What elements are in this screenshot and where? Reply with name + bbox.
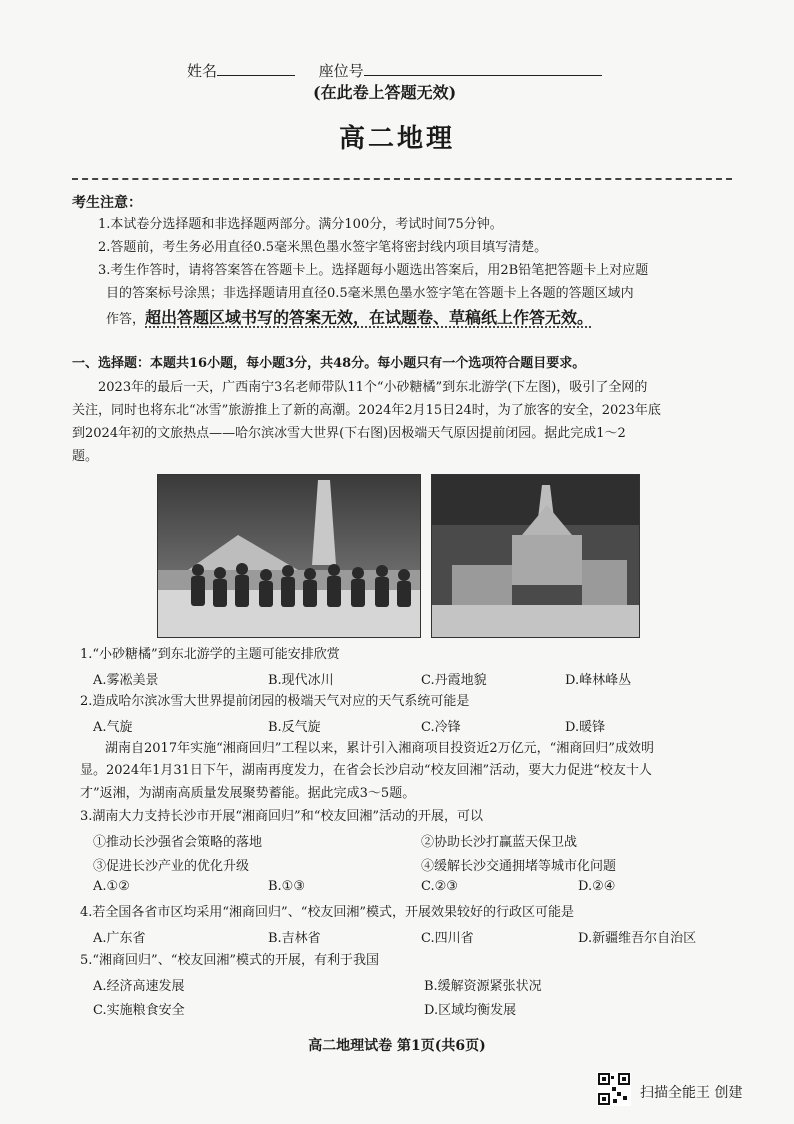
- q4-option-c[interactable]: C.四川省: [421, 931, 474, 946]
- students-photo-icon: [158, 475, 420, 637]
- q3-option-c[interactable]: C.②③: [421, 879, 458, 894]
- seat-label: 座位号: [318, 62, 364, 80]
- passage-2-line-3: 才”返湘，为湖南高质量发展聚势蓄能。据此完成3～5题。: [80, 786, 416, 801]
- q5-stem: 5.“湘商回归”、“校友回湘”模式的开展，有利于我国: [80, 953, 379, 968]
- ice-castle-icon: [432, 475, 639, 637]
- notice-item-3-line-1: 3.考生作答时，请将答案答在答题卡上。选择题每小题选出答案后，用2B铅笔把答题卡上对应题: [98, 263, 649, 278]
- q4-stem: 4.若全国各省市区均采用“湘商回归”、“校友回湘”模式，开展效果较好的行政区可能是: [80, 905, 574, 920]
- q2-option-c[interactable]: C.冷锋: [421, 720, 461, 735]
- q1-option-b[interactable]: B.现代冰川: [268, 673, 334, 688]
- passage-1-line-2: 关注，同时也将东北“冰雪”旅游推上了新的高潮。2024年2月15日24时，为了旅客的安全，2023年底: [72, 403, 661, 418]
- q2-stem: 2.造成哈尔滨冰雪大世界提前闭园的极端天气对应的天气系统可能是: [80, 694, 470, 709]
- q5-option-c[interactable]: C.实施粮食安全: [93, 1003, 185, 1018]
- scanner-watermark: 扫描全能王 创建: [640, 1085, 743, 1101]
- q1-option-d[interactable]: D.峰林峰丛: [565, 673, 632, 688]
- q5-option-b[interactable]: B.缓解资源紧张状况: [424, 979, 542, 994]
- q2-option-a[interactable]: A.气旋: [93, 720, 133, 735]
- q3-option-d[interactable]: D.②④: [578, 879, 616, 894]
- name-blank: [217, 61, 295, 76]
- header-fields: [187, 60, 602, 81]
- seat-blank: [364, 61, 602, 76]
- q4-option-a[interactable]: A.广东省: [93, 931, 146, 946]
- q3-stem: 3.湖南大力支持长沙市开展“湘商回归”和“校友回湘”活动的开展，可以: [80, 809, 483, 824]
- q1-stem: 1.“小砂糖橘”到东北游学的主题可能安排欣赏: [80, 647, 340, 662]
- q3-statement-1: ①推动长沙强省会策略的落地: [93, 835, 263, 850]
- notice-item-1: 1.本试卷分选择题和非选择题两部分。满分100分，考试时间75分钟。: [98, 217, 503, 232]
- q4-option-d[interactable]: D.新疆维吾尔自治区: [578, 931, 697, 946]
- section-title: 一、选择题：本题共16小题，每小题3分，共48分。每小题只有一个选项符合题目要求。: [72, 356, 586, 371]
- invalid-note: (在此卷上答题无效): [313, 83, 457, 102]
- notice-item-3-line-2: 目的答案标号涂黑；非选择题请用直径0.5毫米黑色墨水签字笔在答题卡上各题的答题区域内: [106, 286, 634, 301]
- photo-ice-world: [431, 474, 640, 638]
- passage-1-line-4: 题。: [72, 449, 99, 464]
- notice-title: 考生注意：: [72, 195, 142, 211]
- q2-option-d[interactable]: D.暖锋: [565, 720, 606, 735]
- passage-2-line-1: 湖南自2017年实施“湘商回归”工程以来，累计引入湘商项目投资近2万亿元，“湘商回归”成效明: [105, 741, 654, 756]
- q1-option-c[interactable]: C.丹霞地貌: [421, 673, 487, 688]
- q5-option-d[interactable]: D.区域均衡发展: [424, 1003, 517, 1018]
- notice-item-2: 2.答题前，考生务必用直径0.5毫米黑色墨水签字笔将密封线内项目填写清楚。: [98, 240, 548, 255]
- divider: [72, 178, 732, 180]
- q3-statement-2: ②协助长沙打赢蓝天保卫战: [421, 835, 578, 850]
- photo-students-icefield: [157, 474, 421, 638]
- notice-item-3-start: 作答，: [106, 312, 146, 327]
- q2-option-b[interactable]: B.反气旋: [268, 720, 321, 735]
- q3-option-a[interactable]: A.①②: [93, 879, 130, 894]
- notice-item-3-line-3: [106, 308, 593, 330]
- passage-1-line-1: 2023年的最后一天，广西南宁3名老师带队11个“小砂糖橘”到东北游学(下左图)，吸引了全网的: [98, 380, 648, 395]
- passage-1-line-3: 到2024年初的文旅热点——哈尔滨冰雪大世界(下右图)因极端天气原因提前闭园。据此完成1～2: [72, 426, 626, 441]
- name-label: 姓名: [187, 62, 218, 80]
- passage-2-line-2: 显。2024年1月31日下午，湖南再度发力，在省会长沙启动“校友回湘”活动，要大力促进“校友十人: [80, 763, 652, 778]
- q3-statement-3: ③促进长沙产业的优化升级: [93, 859, 250, 874]
- q5-option-a[interactable]: A.经济高速发展: [93, 979, 185, 994]
- page-title: 高二地理: [338, 124, 455, 154]
- q3-statement-4: ④缓解长沙交通拥堵等城市化问题: [421, 859, 617, 874]
- q1-option-a[interactable]: A.雾凇美景: [93, 673, 159, 688]
- q3-option-b[interactable]: B.①③: [268, 879, 305, 894]
- qr-code-icon: [597, 1072, 631, 1106]
- page-footer: 高二地理试卷 第1页(共6页): [308, 1038, 486, 1054]
- q4-option-b[interactable]: B.吉林省: [268, 931, 321, 946]
- notice-emphasis: 超出答题区域书写的答案无效，在试题卷、草稿纸上作答无效。: [145, 308, 594, 327]
